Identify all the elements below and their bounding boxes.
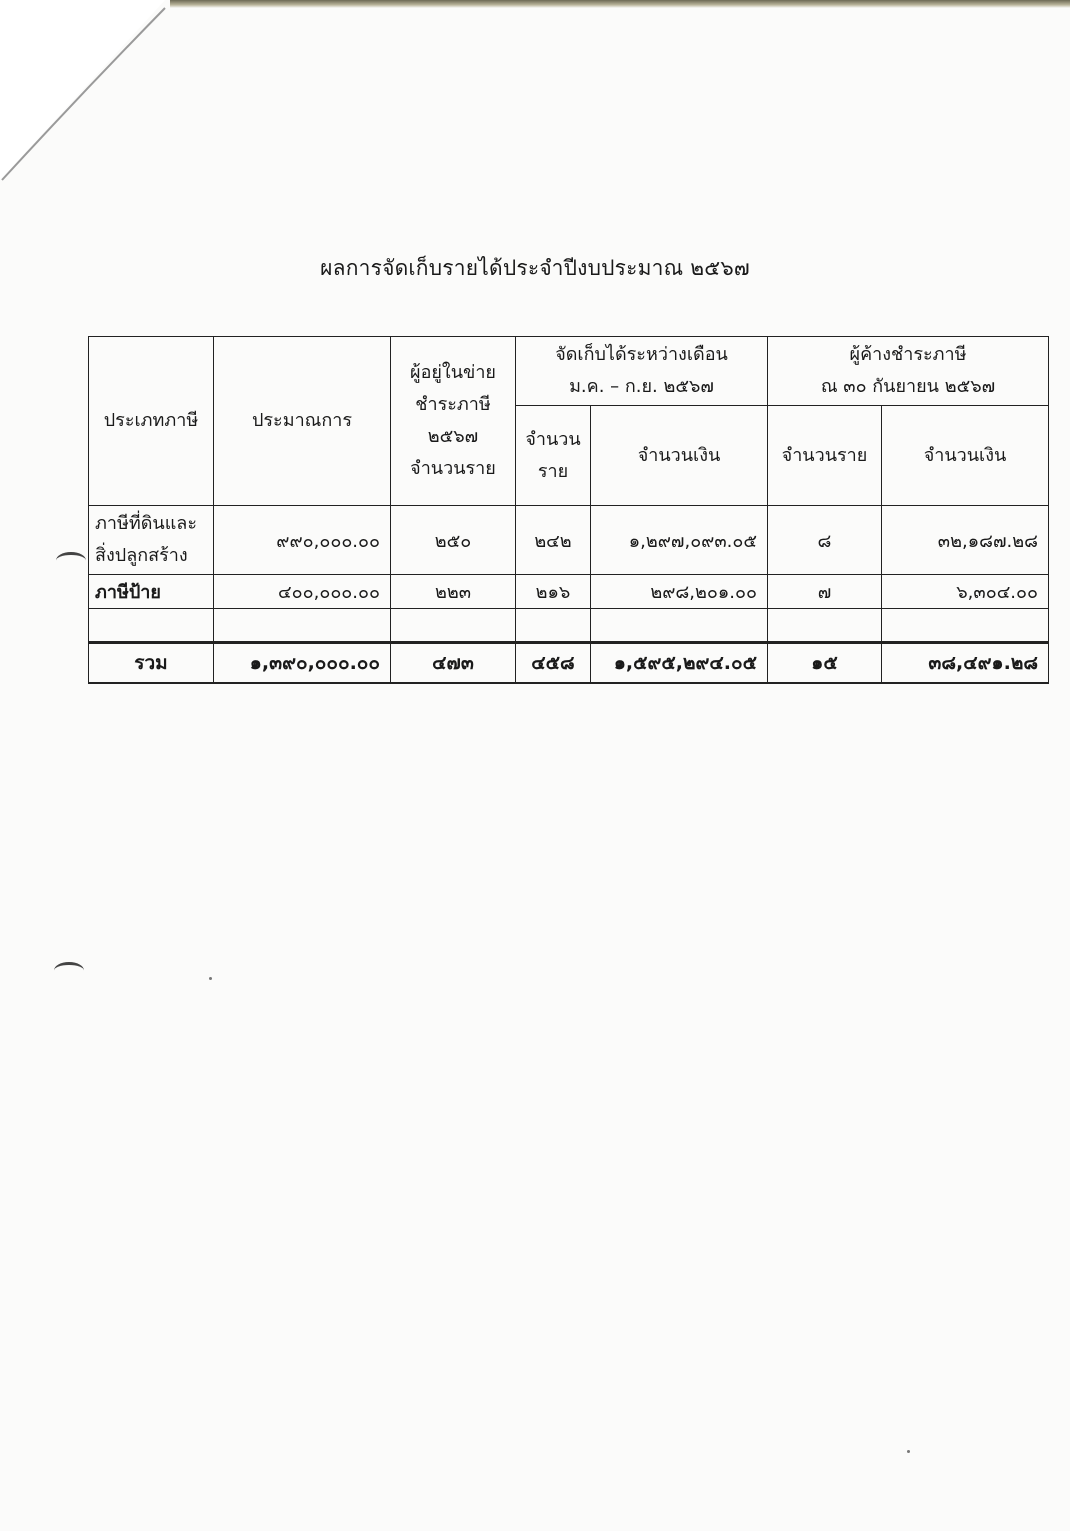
header-collected-line2: ม.ค. – ก.ย. ๒๕๖๗ <box>569 376 714 397</box>
row-collected-amount: ๑,๒๙๗,๐๙๓.๐๕ <box>591 506 768 575</box>
header-collected-count-line1: จำนวน <box>525 428 581 450</box>
table-row <box>89 575 1049 609</box>
total-estimate: ๑,๓๙๐,๐๐๐.๐๐ <box>214 643 391 683</box>
total-label: รวม <box>89 643 214 683</box>
page-title: ผลการจัดเก็บรายได้ประจำปีงบประมาณ ๒๕๖๗ <box>320 256 750 280</box>
row-estimate: ๔๐๐,๐๐๐.๐๐ <box>214 575 391 609</box>
row-arrears-count: ๘ <box>768 506 882 575</box>
header-collected-count <box>516 406 591 506</box>
row-arrears-amount: ๓๒,๑๘๗.๒๘ <box>882 506 1049 575</box>
header-arrears <box>768 337 1049 406</box>
header-estimate: ประมาณการ <box>214 337 391 506</box>
header-arrears-amount: จำนวนเงิน <box>882 406 1049 506</box>
header-collected <box>516 337 768 406</box>
row-collected-count: ๒๔๒ <box>516 506 591 575</box>
folded-corner <box>0 0 180 190</box>
total-arrears-count: ๑๕ <box>768 643 882 683</box>
header-arrears-line1: ผู้ค้างชำระภาษี <box>849 344 967 365</box>
empty-row <box>89 609 1049 643</box>
header-taxpayers-line2: ชำระภาษี <box>415 394 491 415</box>
total-row <box>89 643 1049 683</box>
row-tax-type <box>89 506 214 575</box>
header-collected-amount: จำนวนเงิน <box>591 406 768 506</box>
header-taxpayers-line1: ผู้อยู่ในข่าย <box>410 362 496 383</box>
scan-edge <box>170 0 1070 8</box>
header-collected-count-line2: ราย <box>537 460 569 482</box>
row-estimate: ๙๙๐,๐๐๐.๐๐ <box>214 506 391 575</box>
row-collected-amount: ๒๙๘,๒๐๑.๐๐ <box>591 575 768 609</box>
total-collected-amount: ๑,๕๙๕,๒๙๔.๐๕ <box>591 643 768 683</box>
row-taxpayers: ๒๕๐ <box>391 506 516 575</box>
table-row <box>89 506 1049 575</box>
row-tax-type: ภาษีป้าย <box>89 575 214 609</box>
row-arrears-count: ๗ <box>768 575 882 609</box>
header-tax-type: ประเภทภาษี <box>89 337 214 506</box>
punch-hole-mark <box>54 962 84 979</box>
header-taxpayers-line3: ๒๕๖๗ <box>427 426 479 447</box>
scan-speck <box>209 977 212 980</box>
header-arrears-line2: ณ ๓๐ กันยายน ๒๕๖๗ <box>820 376 996 397</box>
row-taxpayers: ๒๒๓ <box>391 575 516 609</box>
row-arrears-amount: ๖,๓๐๔.๐๐ <box>882 575 1049 609</box>
total-arrears-amount: ๓๘,๔๙๑.๒๘ <box>882 643 1049 683</box>
header-collected-line1: จัดเก็บได้ระหว่างเดือน <box>555 344 728 365</box>
total-taxpayers: ๔๗๓ <box>391 643 516 683</box>
revenue-table <box>88 336 1049 684</box>
punch-hole-mark <box>56 552 86 569</box>
total-collected-count: ๔๕๘ <box>516 643 591 683</box>
row-tax-type-line2: สิ่งปลูกสร้าง <box>95 545 188 566</box>
row-tax-type-line1: ภาษีที่ดินและ <box>95 513 197 534</box>
header-taxpayers <box>391 337 516 506</box>
scan-speck <box>907 1450 910 1453</box>
header-arrears-count: จำนวนราย <box>768 406 882 506</box>
row-collected-count: ๒๑๖ <box>516 575 591 609</box>
header-taxpayers-line4: จำนวนราย <box>410 458 496 479</box>
